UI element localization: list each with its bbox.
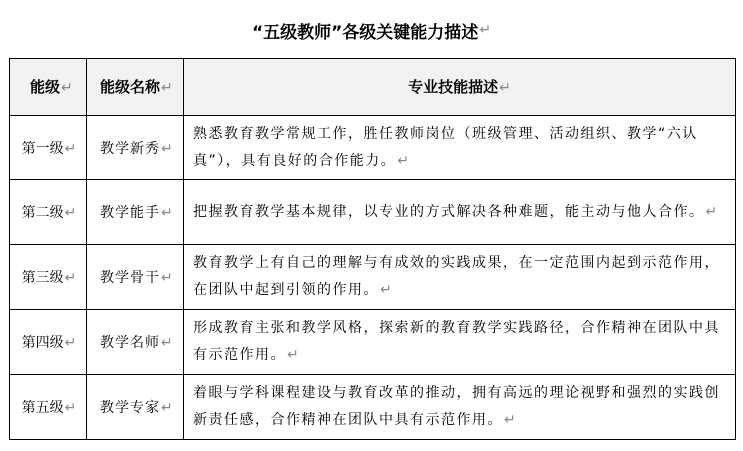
name-cell: 教学名师↵ bbox=[87, 310, 184, 375]
name-cell: 教学新秀↵ bbox=[87, 115, 184, 180]
paragraph-mark-icon: ↵ bbox=[161, 270, 174, 287]
paragraph-mark-icon: ↵ bbox=[705, 203, 719, 220]
header-desc: 专业技能描述↵ bbox=[184, 59, 736, 116]
paragraph-mark-icon: ↵ bbox=[64, 205, 77, 222]
table-row bbox=[10, 115, 736, 180]
table-title-text: “五级教师”各级关键能力描述 bbox=[251, 22, 479, 43]
paragraph-mark-icon: ↵ bbox=[64, 335, 77, 352]
paragraph-mark-icon: ↵ bbox=[397, 152, 411, 169]
name-cell: 教学骨干↵ bbox=[87, 245, 184, 310]
paragraph-mark-icon: ↵ bbox=[161, 335, 174, 352]
paragraph-mark-icon: ↵ bbox=[479, 22, 492, 38]
table-row bbox=[10, 180, 736, 245]
paragraph-mark-icon: ↵ bbox=[64, 270, 77, 287]
level-cell: 第一级↵ bbox=[10, 115, 87, 180]
paragraph-mark-icon: ↵ bbox=[287, 347, 301, 364]
paragraph-mark-icon: ↵ bbox=[380, 282, 394, 299]
table-title bbox=[0, 12, 743, 48]
desc-cell: 着眼与学科课程建设与教育改革的推动，拥有高远的理论视野和强烈的实践创新责任感，合作精神在团队中具有示范作用。↵ bbox=[184, 375, 736, 440]
level-cell: 第二级↵ bbox=[10, 180, 87, 245]
name-cell: 教学能手↵ bbox=[87, 180, 184, 245]
paragraph-mark-icon: ↵ bbox=[161, 205, 174, 222]
table-row bbox=[10, 375, 736, 440]
desc-cell: 教育教学上有自己的理解与有成效的实践成果，在一定范围内起到示范作用，在团队中起到引领的作用。↵ bbox=[184, 245, 736, 310]
header-level: 能级↵ bbox=[10, 59, 87, 116]
teacher-levels-table bbox=[9, 58, 736, 440]
desc-cell: 形成教育主张和教学风格，探索新的教育教学实践路径，合作精神在团队中具有示范作用。↵ bbox=[184, 310, 736, 375]
paragraph-mark-icon: ↵ bbox=[161, 80, 173, 97]
header-name: 能级名称↵ bbox=[87, 59, 184, 116]
level-cell: 第五级↵ bbox=[10, 375, 87, 440]
paragraph-mark-icon: ↵ bbox=[161, 400, 174, 417]
paragraph-mark-icon: ↵ bbox=[161, 140, 174, 157]
table-row bbox=[10, 245, 736, 310]
paragraph-mark-icon: ↵ bbox=[64, 400, 77, 417]
paragraph-mark-icon: ↵ bbox=[64, 140, 77, 157]
table-row bbox=[10, 310, 736, 375]
paragraph-mark-icon: ↵ bbox=[499, 80, 511, 97]
table-header-row bbox=[10, 59, 736, 116]
paragraph-mark-icon: ↵ bbox=[504, 412, 518, 429]
desc-cell: 把握教育教学基本规律，以专业的方式解决各种难题，能主动与他人合作。↵ bbox=[184, 180, 736, 245]
name-cell: 教学专家↵ bbox=[87, 375, 184, 440]
level-cell: 第四级↵ bbox=[10, 310, 87, 375]
paragraph-mark-icon: ↵ bbox=[61, 80, 73, 97]
desc-cell: 熟悉教育教学常规工作，胜任教师岗位（班级管理、活动组织、教学“六认真”），具有良好的合作能力。↵ bbox=[184, 115, 736, 180]
level-cell: 第三级↵ bbox=[10, 245, 87, 310]
